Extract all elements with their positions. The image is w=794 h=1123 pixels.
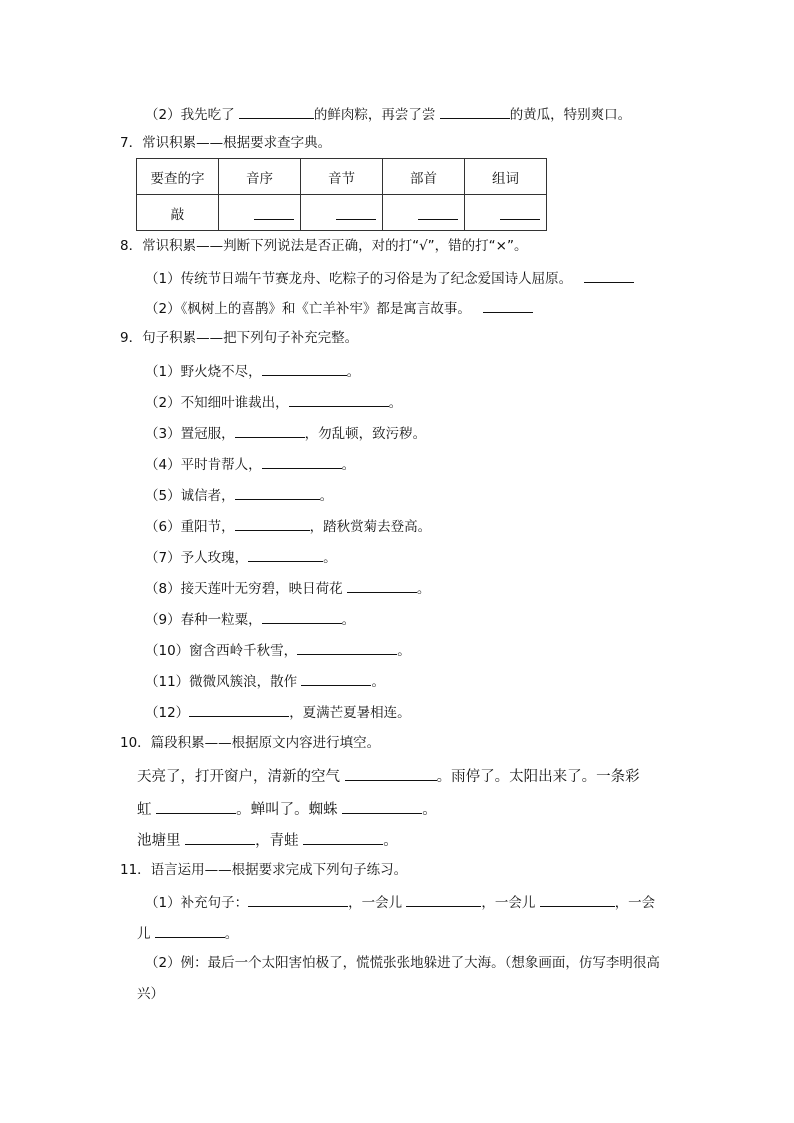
answer-blank[interactable] [500, 205, 540, 220]
q8-title: 8．常识积累——判断下列说法是否正确，对的打“√”，错的打“×”。 [120, 238, 528, 254]
q11-item1: （1）补充句子： ，一会儿 ，一会儿 ，一会 [145, 892, 655, 912]
answer-blank[interactable] [297, 640, 397, 655]
table-header-row [137, 159, 547, 195]
q9-item: （11）微微风簇浪，散作 。 [145, 671, 385, 691]
q8-item2: （2）《枫树上的喜鹊》和《亡羊补牢》都是寓言故事。 [145, 298, 533, 318]
table-header-cell: 音节 [301, 159, 383, 195]
answer-blank[interactable] [483, 298, 533, 313]
answer-blank[interactable] [248, 547, 323, 562]
q11-item1-cont: 儿 。 [137, 923, 238, 943]
answer-blank[interactable] [248, 892, 348, 907]
answer-blank[interactable] [235, 423, 305, 438]
q9-title: 9．句子积累——把下列句子补充完整。 [120, 330, 359, 346]
table-cell-answer[interactable] [301, 195, 383, 231]
q6-item2: （2）我先吃了 的鲜肉粽，再尝了尝 的黄瓜，特别爽口。 [145, 104, 631, 124]
q10-line2: 虹 。蝉叫了。蜘蛛 。 [137, 799, 437, 819]
table-header-cell: 组词 [465, 159, 547, 195]
table-row [137, 195, 547, 231]
answer-blank[interactable] [303, 830, 383, 845]
answer-blank[interactable] [235, 485, 320, 500]
answer-blank[interactable] [336, 205, 376, 220]
q9-item: （3）置冠服， ，勿乱顿，致污秽。 [145, 423, 426, 443]
answer-blank[interactable] [345, 766, 437, 781]
answer-blank[interactable] [262, 454, 342, 469]
table-header-cell: 部首 [383, 159, 465, 195]
answer-blank[interactable] [440, 104, 510, 119]
q10-title: 10．篇段积累——根据原文内容进行填空。 [120, 735, 381, 751]
q9-item: （2）不知细叶谁裁出， 。 [145, 392, 402, 412]
answer-blank[interactable] [254, 205, 294, 220]
q10-line1: 天亮了，打开窗户，清新的空气 。雨停了。太阳出来了。一条彩 [137, 766, 640, 786]
answer-blank[interactable] [155, 923, 225, 938]
answer-blank[interactable] [540, 892, 615, 907]
answer-blank[interactable] [289, 392, 389, 407]
answer-blank[interactable] [342, 799, 422, 814]
q9-item: （5）诚信者， 。 [145, 485, 333, 505]
q9-item: （9）春种一粒粟， 。 [145, 609, 355, 629]
q8-item1: （1）传统节日端午节赛龙舟、吃粽子的习俗是为了纪念爱国诗人屈原。 [145, 268, 634, 288]
q9-item: （1）野火烧不尽， 。 [145, 361, 360, 381]
q10-line3: 池塘里 ，青蛙 。 [137, 830, 398, 850]
answer-blank[interactable] [239, 104, 314, 119]
answer-blank[interactable] [235, 516, 310, 531]
answer-blank[interactable] [262, 609, 342, 624]
q9-item: （12） ，夏满芒夏暑相连。 [145, 702, 411, 722]
table-cell-char: 敲 [137, 195, 219, 231]
q11-item2-cont: 兴） [137, 986, 164, 1002]
table-header-cell: 音序 [219, 159, 301, 195]
answer-blank[interactable] [347, 578, 417, 593]
dictionary-table [136, 158, 547, 231]
table-header-cell: 要查的字 [137, 159, 219, 195]
answer-blank[interactable] [406, 892, 481, 907]
q9-item: （10）窗含西岭千秋雪， 。 [145, 640, 411, 660]
q9-item: （4）平时肯帮人， 。 [145, 454, 355, 474]
answer-blank[interactable] [262, 361, 347, 376]
answer-blank[interactable] [301, 671, 371, 686]
q9-item: （8）接天莲叶无穷碧，映日荷花 。 [145, 578, 430, 598]
answer-blank[interactable] [418, 205, 458, 220]
q9-item: （7）予人玫瑰， 。 [145, 547, 337, 567]
answer-blank[interactable] [185, 830, 255, 845]
q11-title: 11．语言运用——根据要求完成下列句子练习。 [120, 862, 408, 878]
table-cell-answer[interactable] [219, 195, 301, 231]
table-cell-answer[interactable] [383, 195, 465, 231]
answer-blank[interactable] [156, 799, 236, 814]
table-cell-answer[interactable] [465, 195, 547, 231]
q9-item: （6）重阳节， ，踏秋赏菊去登高。 [145, 516, 431, 536]
answer-blank[interactable] [584, 268, 634, 283]
q11-item2: （2）例：最后一个太阳害怕极了，慌慌张张地躲进了大海。（想象画面，仿写李明很高 [145, 955, 660, 971]
answer-blank[interactable] [189, 702, 289, 717]
q7-title: 7．常识积累——根据要求查字典。 [120, 135, 332, 151]
